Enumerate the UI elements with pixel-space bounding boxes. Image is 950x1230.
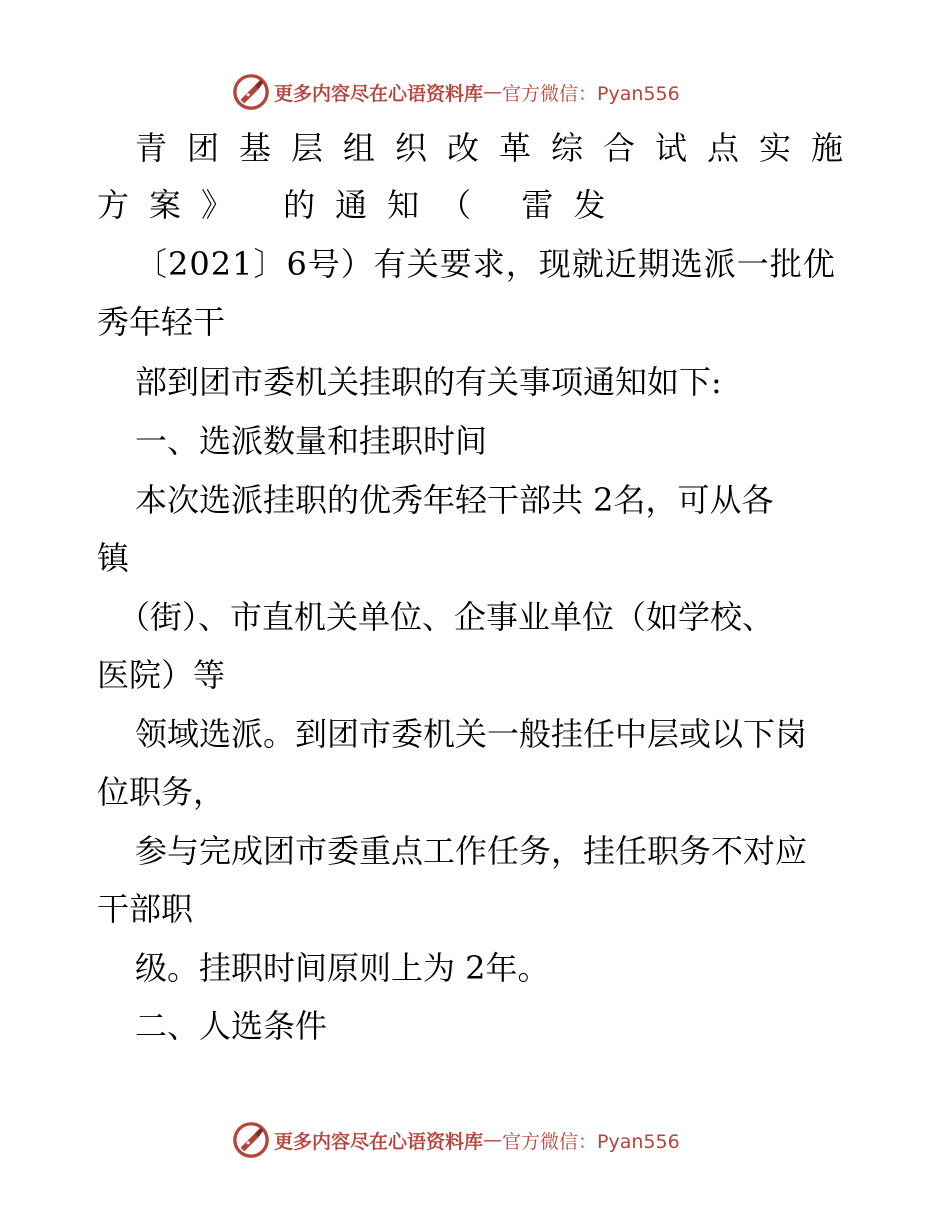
banner-wechat: 官方微信：Pyan556 [502,1130,680,1153]
banner-title: 更多内容尽在心语资料库 [274,82,484,105]
body-line-5: 部到团市委机关挂职的有关事项通知如下: [135,363,722,401]
pen-nib-logo-icon [232,73,270,111]
body-line-4: 秀年轻干 [97,303,226,341]
body-line-8: 镇 [97,539,130,577]
body-line-14: 干部职 [97,890,194,928]
section-heading-2: 二、人选条件 [135,1007,328,1045]
banner-separator: — [483,1129,503,1151]
body-line-15: 级。挂职时间原则上为 2年。 [135,949,550,987]
body-line-7: 本次选派挂职的优秀年轻干部共 2名，可从各 [135,481,774,519]
banner-separator: — [483,81,503,103]
body-line-10: 医院）等 [97,656,226,694]
body-line-11: 领域选派。到团市委机关一般挂任中层或以下岗 [135,715,808,753]
footer-banner [232,1120,680,1160]
banner-wechat: 官方微信：Pyan556 [502,82,680,105]
body-line-3: 〔2021〕6号）有关要求，现就近期选派一批优 [135,245,836,283]
body-line-12: 位职务， [97,773,226,811]
body-line-2: 方案》 的通知（ 雷发 [97,186,626,224]
header-banner [232,72,680,112]
body-line-13: 参与完成团市委重点工作任务，挂任职务不对应 [135,832,808,870]
section-heading-1: 一、选派数量和挂职时间 [135,422,488,460]
banner-title: 更多内容尽在心语资料库 [274,1130,484,1153]
pen-nib-logo-icon [232,1121,270,1159]
body-line-9: （街）、市直机关单位、企事业单位（如学校、 [118,598,775,636]
body-line-1: 青团基层组织改革综合试点实施 [135,129,864,167]
